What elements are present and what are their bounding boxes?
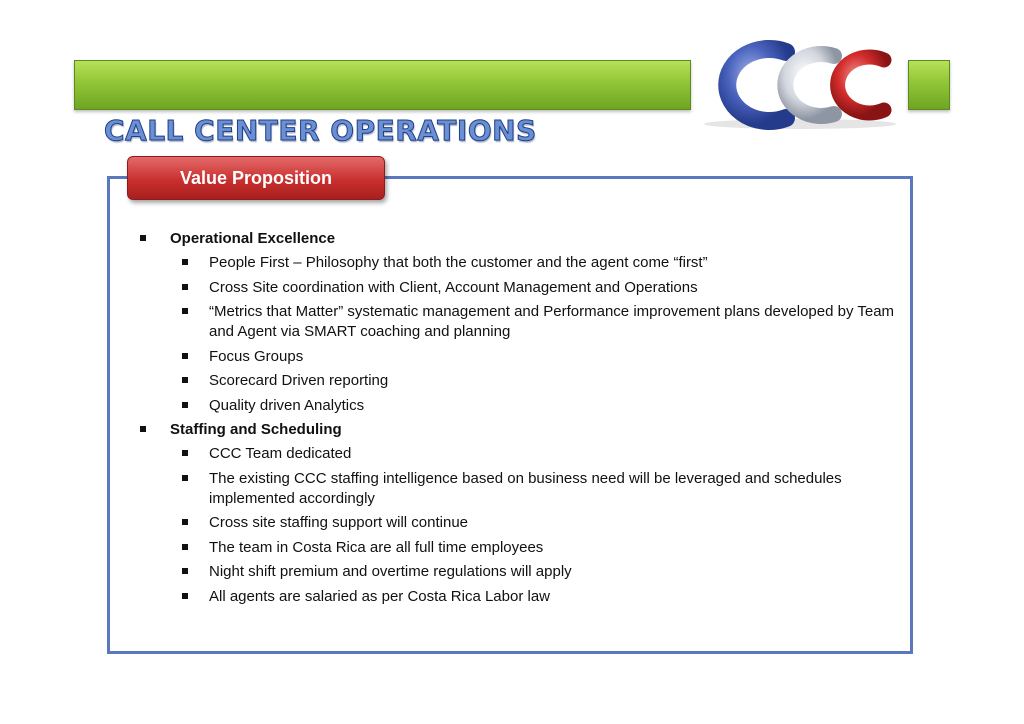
bullet-icon (182, 308, 188, 314)
bullet-icon (140, 426, 146, 432)
bullet-icon (182, 450, 188, 456)
section-heading-text: Staffing and Scheduling (170, 421, 342, 438)
list-item (138, 347, 898, 367)
list-item-text: Cross site staffing support will continue (209, 514, 469, 531)
bullet-content (138, 229, 898, 611)
section-heading (138, 420, 898, 440)
list-item-text: The team in Costa Rica are all full time employees (209, 538, 544, 556)
section-heading (138, 229, 898, 249)
list-item-text: Cross Site coordination with Client, Account Management and Operations (209, 278, 698, 296)
list-item (138, 253, 898, 273)
list-item (138, 371, 898, 391)
list-item-text: Scorecard Driven reporting (209, 372, 389, 389)
ccc-logo (694, 40, 906, 132)
bullet-icon (182, 475, 188, 481)
bullet-icon (182, 353, 188, 359)
bullet-icon (182, 284, 188, 290)
page-title: CALL CENTER OPERATIONS (104, 114, 537, 147)
list-item (138, 302, 898, 342)
list-item (138, 396, 898, 416)
list-item (138, 562, 898, 582)
list-item (138, 538, 898, 558)
list-item-text: “Metrics that Matter” systematic management and Performance improvement plans developed by Team and Agent via SMART coaching and planning (209, 303, 895, 340)
bullet-icon (182, 568, 188, 574)
list-item-text: People First – Philosophy that both the customer and the agent come “first” (209, 254, 708, 271)
value-proposition-tab: Value Proposition (127, 156, 385, 200)
list-item-text: CCC Team dedicated (209, 445, 352, 462)
section-heading-text: Operational Excellence (170, 230, 336, 247)
list-item-text: The existing CCC staffing intelligence based on business need will be leveraged and schedules implemented accordingly (209, 469, 842, 507)
list-item-text: All agents are salaried as per Costa Rica Labor law (209, 587, 551, 605)
list-item (138, 513, 898, 533)
list-item (138, 278, 898, 298)
list-item (138, 469, 898, 509)
bullet-icon (182, 402, 188, 408)
header-bar-left (74, 60, 691, 110)
list-item-text: Night shift premium and overtime regulations will apply (209, 563, 572, 580)
list-item (138, 444, 898, 464)
bullet-icon (182, 519, 188, 525)
list-item (138, 587, 898, 607)
bullet-icon (182, 593, 188, 599)
list-item-text: Focus Groups (209, 347, 304, 365)
bullet-icon (182, 377, 188, 383)
header-bar-right (908, 60, 950, 110)
list-item-text: Quality driven Analytics (209, 396, 365, 414)
bullet-icon (140, 235, 146, 241)
bullet-icon (182, 544, 188, 550)
bullet-icon (182, 259, 188, 265)
